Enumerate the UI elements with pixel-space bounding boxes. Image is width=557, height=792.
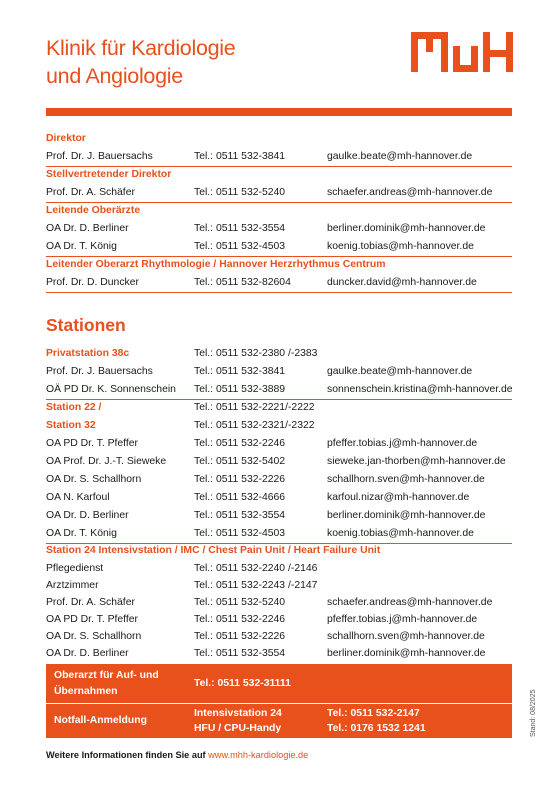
- table-row: [46, 453, 512, 471]
- contact-tel: Tel.: 0511 532-2246: [194, 438, 286, 449]
- director-heading: Direktor: [46, 133, 86, 144]
- contact-email[interactable]: gaulke.beate@mh-hannover.de: [327, 366, 473, 377]
- footer-text: Weitere Informationen finden Sie auf: [46, 750, 209, 760]
- contact-email[interactable]: karfoul.nizar@mh-hannover.de: [327, 492, 470, 503]
- table-row: [46, 489, 512, 507]
- table-row: [46, 238, 512, 256]
- table-row: [46, 628, 512, 646]
- contact-tel: Tel.: 0511 532-2226: [194, 631, 286, 642]
- deputy-heading: Stellvertretender Direktor: [46, 169, 172, 180]
- contact-name: OA Prof. Dr. J.-T. Sieweke: [46, 456, 167, 467]
- private-tel: Tel.: 0511 532-2380 /-2383: [194, 348, 318, 359]
- contact-tel: Tel.: 0511 532-4503: [194, 528, 286, 539]
- table-row: [46, 594, 512, 612]
- contact-name: Arztzimmer: [46, 580, 99, 591]
- contact-name: OA PD Dr. T. Pfeffer: [46, 614, 139, 625]
- contact-email[interactable]: berliner.dominik@mh-hannover.de: [327, 223, 486, 234]
- contact-email[interactable]: pfeffer.tobias.j@mh-hannover.de: [327, 438, 478, 449]
- director-heading-row: [46, 130, 512, 148]
- contact-name: OÄ PD Dr. K. Sonnenschein: [46, 384, 176, 395]
- contact-name: OA Dr. D. Berliner: [46, 223, 129, 234]
- contact-tel: Tel.: 0511 532-3554: [194, 648, 286, 659]
- contact-name: OA N. Karfoul: [46, 492, 110, 503]
- contact-email[interactable]: berliner.dominik@mh-hannover.de: [327, 648, 486, 659]
- contact-name: OA Dr. S. Schallhorn: [46, 631, 142, 642]
- footer: [46, 750, 308, 760]
- contact-name: Prof. Dr. D. Duncker: [46, 277, 139, 288]
- st24-heading: Station 24 Intensivstation / IMC / Chest Pain Unit / Heart Failure Unit: [46, 545, 381, 556]
- contact-email[interactable]: pfeffer.tobias.j@mh-hannover.de: [327, 614, 478, 625]
- contact-tel: Tel.: 0511 532-4666: [194, 492, 286, 503]
- table-row: [46, 507, 512, 525]
- contact-tel: Tel.: 0511 532-5240: [194, 187, 286, 198]
- contact-name: OA PD Dr. T. Pfeffer: [46, 438, 139, 449]
- page-title: [46, 34, 235, 90]
- contact-tel: Tel.: 0511 532-3554: [194, 510, 286, 521]
- emergency-band: [46, 704, 512, 738]
- title-line-2: und Angiologie: [46, 64, 183, 88]
- emergency-unit-2: HFU / CPU-Handy: [194, 723, 282, 734]
- contact-email[interactable]: schaefer.andreas@mh-hannover.de: [327, 187, 493, 198]
- table-row: [46, 645, 512, 663]
- mhh-logo: [411, 32, 513, 72]
- senior-heading: Leitende Oberärzte: [46, 205, 141, 216]
- contact-tel: Tel.: 0511 532-5240: [194, 597, 286, 608]
- table-row: [46, 611, 512, 629]
- duty-band: [46, 664, 512, 703]
- contact-email[interactable]: koenig.tobias@mh-hannover.de: [327, 528, 474, 539]
- contact-name: Pflegedienst: [46, 563, 104, 574]
- emergency-tel-1: Tel.: 0511 532-2147: [327, 708, 420, 719]
- st32-heading: Station 32: [46, 420, 96, 431]
- contact-email[interactable]: schallhorn.sven@mh-hannover.de: [327, 631, 485, 642]
- senior-heading-row: [46, 202, 512, 220]
- contact-name: OA Dr. T. König: [46, 528, 117, 539]
- contact-name: OA Dr. D. Berliner: [46, 510, 129, 521]
- contact-name: Prof. Dr. A. Schäfer: [46, 597, 135, 608]
- table-row: [46, 220, 512, 238]
- st22-heading: Station 22 /: [46, 402, 102, 413]
- table-row: [46, 577, 512, 595]
- contact-email[interactable]: sonnenschein.kristina@mh-hannover.de: [327, 384, 513, 395]
- table-row: [46, 471, 512, 489]
- contact-name: Prof. Dr. J. Bauersachs: [46, 151, 153, 162]
- duty-tel: Tel.: 0511 532-31111: [194, 678, 291, 689]
- st24-heading-row: [46, 542, 512, 560]
- table-row: [46, 184, 512, 202]
- st22-tel: Tel.: 0511 532-2221/-2222: [194, 402, 315, 413]
- divider: [46, 292, 512, 293]
- table-row: [46, 525, 512, 543]
- contact-name: OA Dr. D. Berliner: [46, 648, 129, 659]
- contact-name: OA Dr. S. Schallhorn: [46, 474, 142, 485]
- emergency-unit-1: Intensivstation 24: [194, 708, 282, 719]
- contact-tel: Tel.: 0511 532-2246: [194, 614, 286, 625]
- contact-name: OA Dr. T. König: [46, 241, 117, 252]
- contact-tel: Tel.: 0511 532-2240 /-2146: [194, 563, 318, 574]
- title-line-1: Klinik für Kardiologie: [46, 36, 236, 60]
- private-heading: Privatstation 38c: [46, 348, 130, 359]
- contact-email[interactable]: schaefer.andreas@mh-hannover.de: [327, 597, 493, 608]
- contact-tel: Tel.: 0511 532-5402: [194, 456, 286, 467]
- duty-label-1: Oberarzt für Auf- und: [54, 670, 159, 681]
- private-heading-row: [46, 345, 512, 363]
- st32-heading-row: [46, 417, 512, 435]
- website-link[interactable]: www.mhh-kardiologie.de: [208, 750, 309, 760]
- table-row: [46, 435, 512, 453]
- contact-email[interactable]: sieweke.jan-thorben@mh-hannover.de: [327, 456, 506, 467]
- contact-email[interactable]: koenig.tobias@mh-hannover.de: [327, 241, 474, 252]
- contact-email[interactable]: berliner.dominik@mh-hannover.de: [327, 510, 486, 521]
- st32-tel: Tel.: 0511 532-2321/-2322: [194, 420, 315, 431]
- contact-name: Prof. Dr. J. Bauersachs: [46, 366, 153, 377]
- table-row: [46, 274, 512, 292]
- table-row: [46, 381, 512, 399]
- contact-tel: Tel.: 0511 532-4503: [194, 241, 286, 252]
- contact-email[interactable]: duncker.david@mh-hannover.de: [327, 277, 477, 288]
- contact-tel: Tel.: 0511 532-3554: [194, 223, 286, 234]
- table-row: [46, 148, 512, 166]
- table-row: [46, 560, 512, 578]
- contact-tel: Tel.: 0511 532-2226: [194, 474, 286, 485]
- deputy-heading-row: [46, 166, 512, 184]
- stand-date: Stand: 08/2025: [530, 689, 537, 737]
- header-bar: [46, 108, 512, 116]
- contact-email[interactable]: gaulke.beate@mh-hannover.de: [327, 151, 473, 162]
- table-row: [46, 363, 512, 381]
- stations-title: Stationen: [46, 315, 126, 335]
- rhythm-heading-row: [46, 256, 512, 274]
- st22-heading-row: [46, 399, 512, 417]
- contact-tel: Tel.: 0511 532-3841: [194, 366, 286, 377]
- contact-tel: Tel.: 0511 532-2243 /-2147: [194, 580, 318, 591]
- contact-email[interactable]: schallhorn.sven@mh-hannover.de: [327, 474, 485, 485]
- contact-tel: Tel.: 0511 532-3889: [194, 384, 286, 395]
- contact-name: Prof. Dr. A. Schäfer: [46, 187, 135, 198]
- emergency-label: Notfall-Anmeldung: [54, 715, 147, 726]
- contact-tel: Tel.: 0511 532-82604: [194, 277, 291, 288]
- duty-label-2: Übernahmen: [54, 686, 118, 697]
- emergency-tel-2: Tel.: 0176 1532 1241: [327, 723, 426, 734]
- contact-tel: Tel.: 0511 532-3841: [194, 151, 286, 162]
- rhythm-heading: Leitender Oberarzt Rhythmologie / Hannover Herzrhythmus Centrum: [46, 259, 386, 270]
